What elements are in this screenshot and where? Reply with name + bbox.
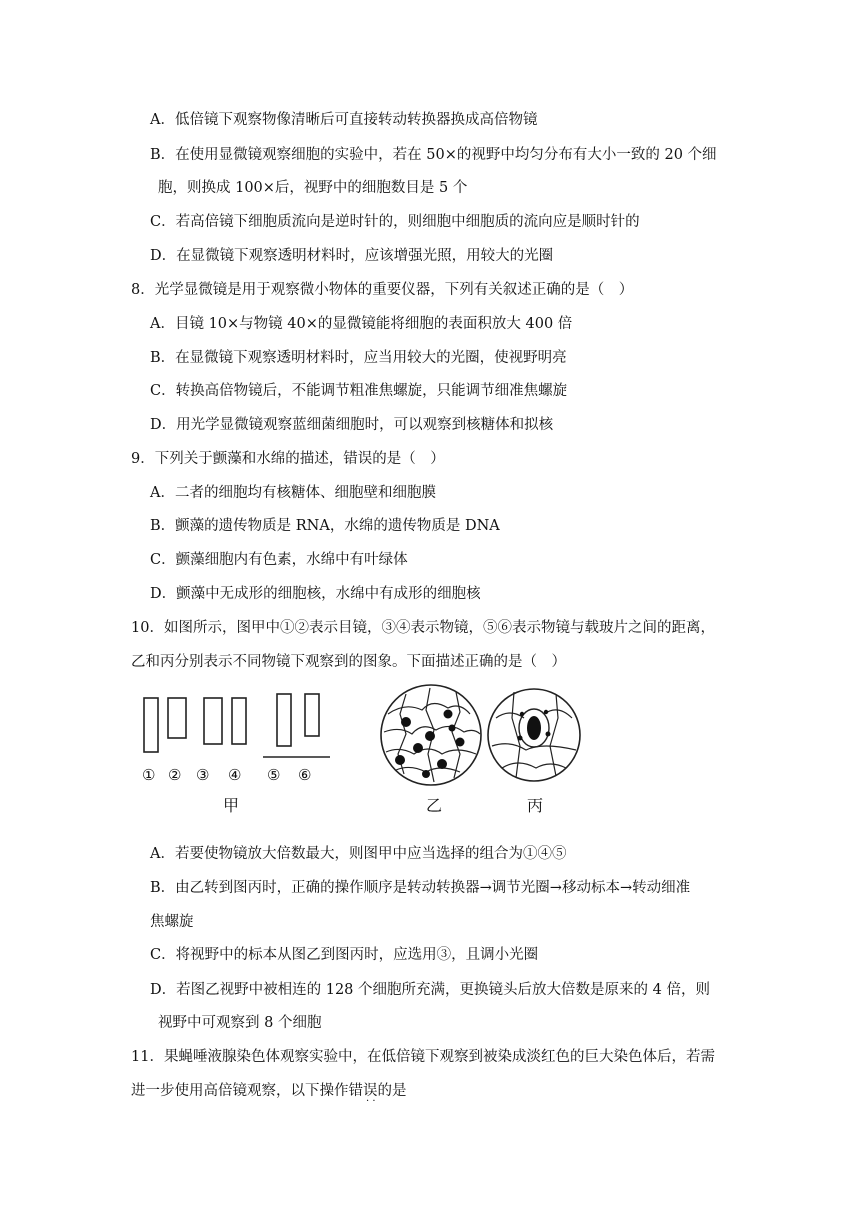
objective-5 <box>277 694 291 746</box>
caption-bing: 丙 <box>527 796 544 815</box>
microscope-diagram <box>130 684 740 824</box>
q7-option-a: A．低倍镜下观察物像清晰后可直接转动转换器换成高倍物镜 <box>150 112 538 128</box>
emphasis-dots: · · <box>366 1096 376 1107</box>
q8-option-a: A．目镜 10×与物镜 40×的显微镜能将细胞的表面积放大 400 倍 <box>150 316 573 332</box>
q8-stem: 8．光学显微镜是用于观察微小物体的重要仪器，下列有关叙述正确的是（ ） <box>131 282 634 298</box>
q10-stem-line2: 乙和丙分别表示不同物镜下观察到的图象。下面描述正确的是（ ） <box>131 654 566 670</box>
q8-option-b: B．在显微镜下观察透明材料时，应当用较大的光圈，使视野明亮 <box>150 350 567 366</box>
q10-stem-line1: 10．如图所示，图甲中①②表示目镜，③④表示物镜，⑤⑥表示物镜与载玻片之间的距离， <box>131 620 715 636</box>
label-4: ④ <box>228 766 242 784</box>
q8-option-d: D．用光学显微镜观察蓝细菌细胞时，可以观察到核糖体和拟核 <box>150 417 554 433</box>
q11-stem-line2: 进一步使用高倍镜观察，以下操作错误的是 <box>131 1083 407 1099</box>
q7-option-b-cont: 胞，则换成 100×后，视野中的细胞数目是 5 个 <box>158 180 468 196</box>
q8-option-c: C．转换高倍物镜后，不能调节粗准焦螺旋，只能调节细准焦螺旋 <box>150 383 568 399</box>
q7-option-c: C．若高倍镜下细胞质流向是逆时针的，则细胞中细胞质的流向应是顺时针的 <box>150 214 640 230</box>
q9-stem: 9．下列关于颤藻和水绵的描述，错误的是（ ） <box>131 451 445 467</box>
q10-option-d: D．若图乙视野中被相连的 128 个细胞所充满，更换镜头后放大倍数是原来的 4 倍，则 <box>150 982 710 998</box>
objective-6 <box>305 694 319 736</box>
objective-4 <box>232 698 246 744</box>
label-6: ⑥ <box>298 766 312 784</box>
label-3: ③ <box>196 766 210 784</box>
label-1: ① <box>142 766 156 784</box>
q9-option-b: B．颤藻的遗传物质是 RNA，水绵的遗传物质是 DNA <box>150 518 500 534</box>
q9-option-c: C．颤藻细胞内有色素，水绵中有叶绿体 <box>150 552 408 568</box>
q10-option-a: A．若要使物镜放大倍数最大，则图甲中应当选择的组合为①④⑤ <box>150 846 567 862</box>
q10-option-b-cont: 焦螺旋 <box>150 914 194 930</box>
q9-option-a: A．二者的细胞均有核糖体、细胞壁和细胞膜 <box>150 485 436 501</box>
q10-option-b: B．由乙转到图丙时，正确的操作顺序是转动转换器→调节光圈→移动标本→转动细准 <box>150 880 691 896</box>
q7-option-b: B．在使用显微镜观察细胞的实验中，若在 50×的视野中均匀分布有大小一致的 20 个细 <box>150 147 717 163</box>
objective-3 <box>204 698 222 744</box>
caption-yi: 乙 <box>426 796 443 815</box>
q9-option-d: D．颤藻中无成形的细胞核，水绵中有成形的细胞核 <box>150 586 481 602</box>
q10-option-d-cont: 视野中可观察到 8 个细胞 <box>158 1015 322 1031</box>
q10-figure <box>130 684 740 824</box>
q10-option-c: C．将视野中的标本从图乙到图丙时，应选用③，且调小光圈 <box>150 947 539 963</box>
q7-option-d: D．在显微镜下观察透明材料时，应该增强光照，用较大的光圈 <box>150 248 554 264</box>
eyepiece-2 <box>168 698 186 738</box>
eyepiece-1 <box>144 698 158 752</box>
label-2: ② <box>168 766 182 784</box>
label-5: ⑤ <box>267 766 281 784</box>
q11-stem-line1: 11．果蝇唾液腺染色体观察实验中，在低倍镜下观察到被染成淡红色的巨大染色体后，若需 <box>131 1049 715 1065</box>
caption-jia: 甲 <box>223 796 240 815</box>
